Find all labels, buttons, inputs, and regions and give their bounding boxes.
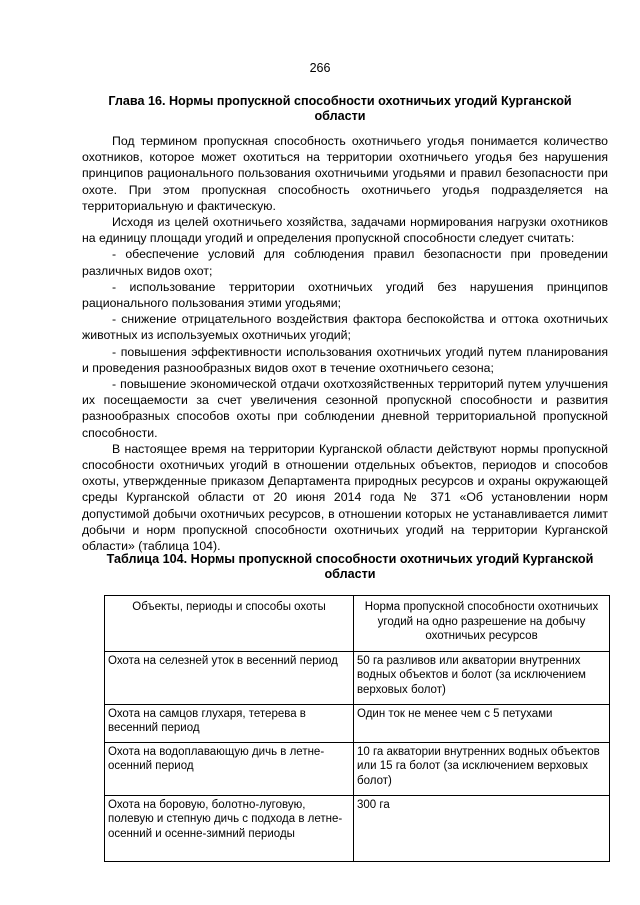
table-row	[105, 704, 610, 742]
table-cell: Один ток не менее чем с 5 петухами	[354, 704, 610, 742]
paragraph-goals: Исходя из целей охотничьего хозяйства, задачами нормирования нагрузки охотников на единицу площади угодий и определения пропускной способности следует считать:	[82, 215, 608, 246]
bullet-efficiency: - повышения эффективности использования охотничьих угодий путем планирования и проведения разнообразных видов охот в течение охотничьего сезона;	[82, 344, 608, 375]
bullet-disturbance: - снижение отрицательного воздействия фактора беспокойства и оттока охотничьих животных из используемых охотничьих угодий;	[82, 312, 608, 343]
table-row	[105, 651, 610, 704]
paragraph-definition: Под термином пропускная способность охотничьего угодья понимается количество охотников, которое может охотиться на территории охотничьего угодья без нарушения принципов рационального пользования охотничьими угодьями и правил безопасности при охоте. При этом пропускная способность охотничьего угодья подразделяется на территориальную и фактическую.	[82, 134, 608, 213]
bullet-rational-use: - использование территории охотничьих угодий без нарушения принципов рационального пользования этими угодьями;	[82, 279, 608, 311]
table-header-row	[105, 596, 610, 652]
body-text	[82, 133, 608, 554]
norms-table	[104, 595, 610, 862]
table-cell: Охота на боровую, болотно-луговую, полевую и степную дичь с подхода в летне-осенний и осенне-зимний периоды	[105, 795, 354, 862]
bullet-safety: - обеспечение условий для соблюдения правил безопасности при проведении различных видов охот;	[82, 247, 608, 278]
table-cell: Охота на водоплавающую дичь в летне-осенний период	[105, 742, 354, 795]
table-title: Таблица 104. Нормы пропускной способности охотничьих угодий Курганской области	[106, 552, 594, 581]
table-cell: 10 га акватории внутренних водных объектов или 15 га болот (за исключением верховых болот)	[354, 742, 610, 795]
table-row	[105, 795, 610, 862]
table-cell: 300 га	[354, 795, 610, 862]
bullet-economic: - повышение экономической отдачи охотхозяйственных территорий путем улучшения их посещаемости за счет увеличения сезонной пропускной способности и развития разнообразных способов охоты при соблюдении дневной территориальной пропускной способности.	[82, 377, 608, 440]
table-cell: 50 га разливов или акватории внутренних водных объектов и болот (за исключением верховых болот)	[354, 651, 610, 704]
paragraph-current-norms: В настоящее время на территории Курганской области действуют нормы пропускной способности охотничьих угодий в отношении отдельных объектов, периодов и способов охоты, утвержденные приказом Департамента природных ресурсов и охраны окружающей среды Курганской области от 20 июня 2014 года № 371 «Об установлении норм допустимой добычи охотничьих ресурсов, в отношении которых не устанавливается лимит добычи и норм пропускной способности охотничьих угодий на территории Курганской области» (таблица 104).	[82, 441, 608, 554]
page-number: 266	[309, 61, 331, 75]
table-header-cell: Норма пропускной способности охотничьих угодий на одно разрешение на добычу охотничьих ресурсов	[354, 596, 610, 652]
table-header-cell: Объекты, периоды и способы охоты	[105, 596, 354, 652]
table-cell: Охота на самцов глухаря, тетерева в весенний период	[105, 704, 354, 742]
chapter-title: Глава 16. Нормы пропускной способности охотничьих угодий Курганской области	[108, 94, 572, 123]
table-row	[105, 742, 610, 795]
table-cell: Охота на селезней уток в весенний период	[105, 651, 354, 704]
